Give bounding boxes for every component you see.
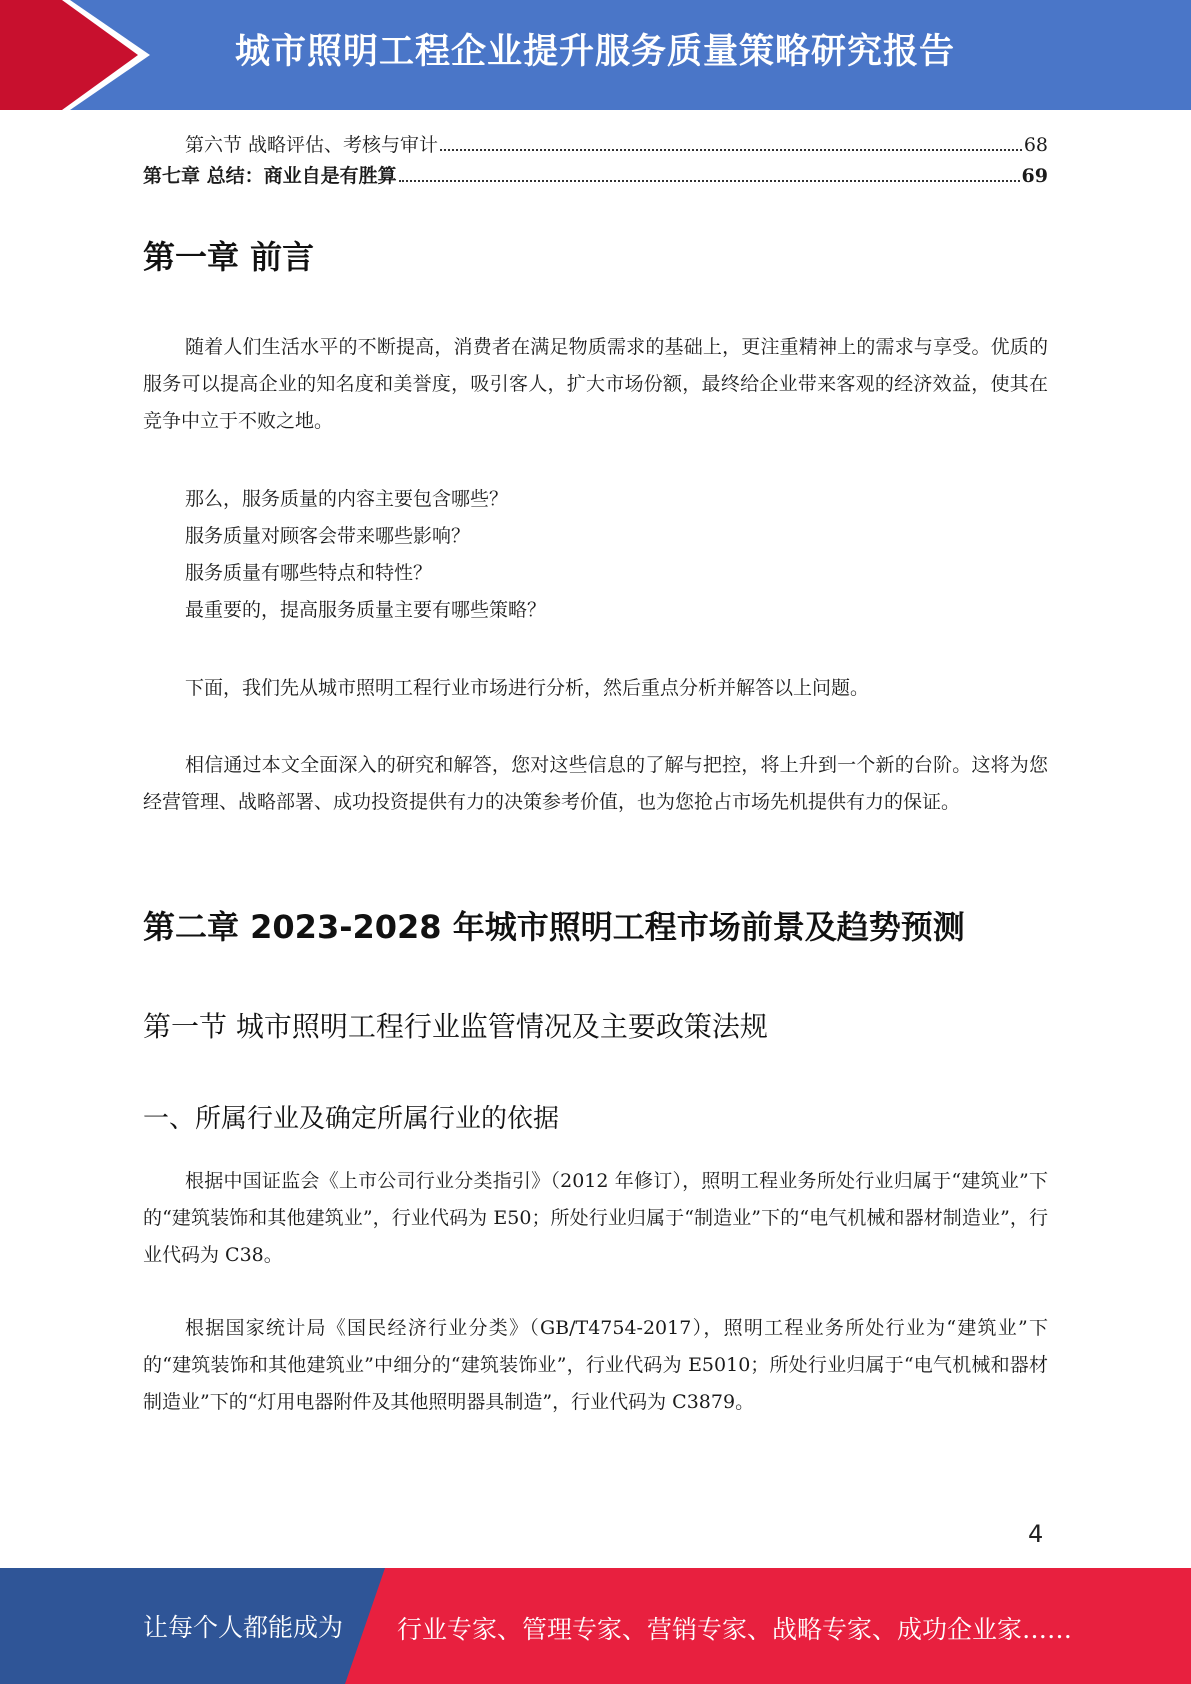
- question-list: [185, 481, 546, 629]
- chapter2-paragraph-1: 根据中国证监会《上市公司行业分类指引》（2012 年修订），照明工程业务所处行业归属于“建筑业”下的“建筑装饰和其他建筑业”，行业代码为 E50；所处行业归属于“制造业”下的“电气机械和器材制造业”，行业代码为 C38。: [143, 1170, 1048, 1266]
- toc-entry-chapter7[interactable]: [143, 161, 1048, 192]
- toc-entry-page: 69: [1021, 165, 1048, 187]
- chapter2-title: 第二章 2023-2028 年城市照明工程市场前景及趋势预测: [143, 908, 965, 946]
- section1-title: 第一节 城市照明工程行业监管情况及主要政策法规: [143, 1010, 768, 1043]
- page-header: [0, 0, 1191, 110]
- page-number: 4: [1028, 1520, 1044, 1548]
- subsection1-title: 一、所属行业及确定所属行业的依据: [143, 1104, 560, 1134]
- footer-slogan-left: 让每个人都能成为: [143, 1613, 344, 1642]
- chapter1-paragraph-1: 随着人们生活水平的不断提高，消费者在满足物质需求的基础上，更注重精神上的需求与享受。优质的服务可以提高企业的知名度和美誉度，吸引客人，扩大市场份额，最终给企业带来客观的经济效益，使其在竞争中立于不败之地。: [143, 336, 1048, 432]
- toc-entry-label: 第七章 总结：商业自是有胜算: [143, 165, 397, 187]
- chapter1-title: 第一章 前言: [143, 238, 315, 276]
- footer-slogan-right: 行业专家、管理专家、营销专家、战略专家、成功企业家……: [397, 1615, 1073, 1644]
- chapter2-paragraph-2: 根据国家统计局《国民经济行业分类》（GB/T4754-2017），照明工程业务所处行业为“建筑业”下的“建筑装饰和其他建筑业”中细分的“建筑装饰业”，行业代码为 E5010；所处行业归属于“电气机械和器材制造业”下的“灯用电器附件及其他照明器具制造”，行业代码为 C3879。: [143, 1317, 1048, 1413]
- question-item: 服务质量对顾客会带来哪些影响？: [185, 525, 471, 547]
- toc-entry-label: 第六节 战略评估、考核与审计: [185, 134, 439, 156]
- table-of-contents: [143, 130, 1048, 192]
- question-item: 最重要的，提高服务质量主要有哪些策略？: [185, 599, 547, 621]
- toc-leader-dots: [399, 180, 1020, 182]
- toc-entry-section6[interactable]: [143, 130, 1048, 161]
- header-title: 城市照明工程企业提升服务质量策略研究报告: [234, 32, 955, 72]
- chapter1-paragraph-2: 下面，我们先从城市照明工程行业市场进行分析，然后重点分析并解答以上问题。: [185, 677, 870, 699]
- page-footer: [0, 1568, 1191, 1684]
- chapter1-paragraph-3: 相信通过本文全面深入的研究和解答，您对这些信息的了解与把控，将上升到一个新的台阶。这将为您经营管理、战略部署、成功投资提供有力的决策参考价值，也为您抢占市场先机提供有力的保证。: [143, 754, 1048, 813]
- toc-entry-page: 68: [1023, 134, 1048, 156]
- question-item: 服务质量有哪些特点和特性？: [185, 562, 433, 584]
- question-item: 那么，服务质量的内容主要包含哪些？: [185, 488, 509, 510]
- toc-leader-dots: [440, 149, 1022, 151]
